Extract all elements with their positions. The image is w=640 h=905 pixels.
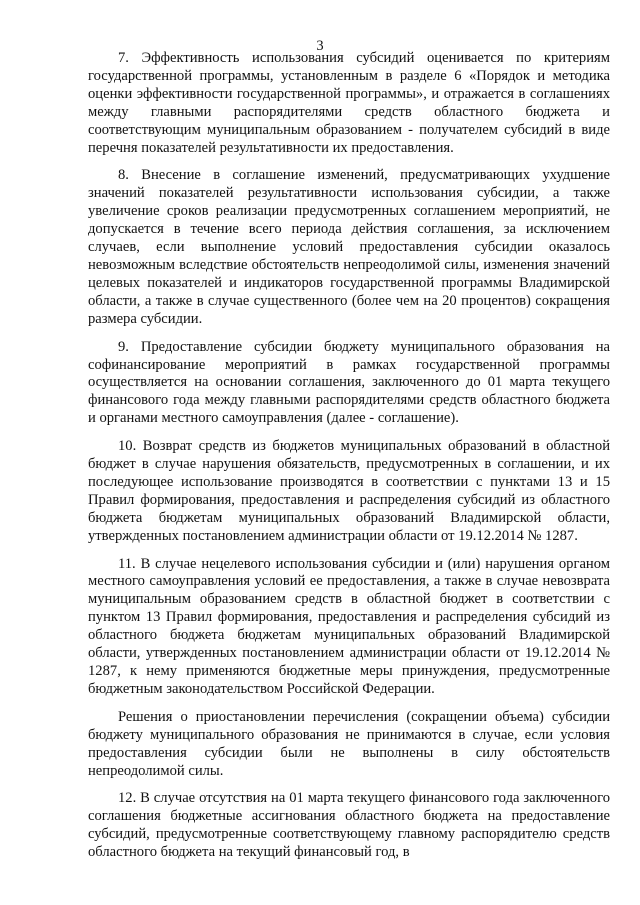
- paragraph-item-7: 7. Эффективность использования субсидий оценивается по критериям государственной программы, установленным в разделе 6 «Порядок и методика оценки эффективности государственной программы», и отражается в соглашениях между главными распорядителями средств областного бюджета и соответствующим муниципальным образованием - получателем субсидий в виде перечня показателей результативности их предоставления.: [88, 50, 610, 156]
- paragraph-item-8: 8. Внесение в соглашение изменений, предусматривающих ухудшение значений показателей результативности использования субсидии, а также увеличение сроков реализации предусмотренных соглашением мероприятий, не допускается в течение всего периода действия соглашения, за исключением случаев, если выполнение условий предоставления субсидии оказалось невозможным вследствие обстоятельств непреодолимой силы, изменения значений целевых показателей и индикаторов государственной программы Владимирской области, а также в случае существенного (более чем на 20 процентов) сокращения размера субсидии.: [88, 167, 610, 327]
- paragraph-decisions: Решения о приостановлении перечисления (сокращении объема) субсидии бюджету муниципального образования не принимаются в случае, если условия предоставления субсидии были не выполнены в силу обстоятельств непреодолимой силы.: [88, 708, 610, 779]
- page-number: 3: [316, 38, 324, 54]
- paragraph-item-11: 11. В случае нецелевого использования субсидии и (или) нарушения органом местного самоуправления условий ее предоставления, а также в случае невозврата муниципальным образованием средств в областной бюджет в соответствии с пунктом 13 Правил формирования, предоставления и распределения субсидий из областного бюджета бюджетам муниципальных образований Владимирской области, утвержденных постановлением администрации области от 19.12.2014 № 1287, к нему применяются бюджетные меры принуждения, предусмотренные бюджетным законодательством Российской Федерации.: [88, 555, 610, 697]
- paragraph-item-10: 10. Возврат средств из бюджетов муниципальных образований в областной бюджет в случае нарушения обязательств, предусмотренных в соглашении, и их последующее использование производятся в соответствии с пунктами 13 и 15 Правил формирования, предоставления и распределения субсидий из областного бюджета бюджетам муниципальных образований Владимирской области, утвержденных постановлением администрации области от 19.12.2014 № 1287.: [88, 438, 610, 544]
- document-body: [88, 50, 610, 872]
- paragraph-item-12: 12. В случае отсутствия на 01 марта текущего финансового года заключенного соглашения бюджетные ассигнования областного бюджета на предоставление субсидий, предусмотренные соответствующему главному распорядителю средств областного бюджета на текущий финансовый год, в: [88, 790, 610, 861]
- paragraph-item-9: 9. Предоставление субсидии бюджету муниципального образования на софинансирование мероприятий в рамках государственной программы осуществляется на основании соглашения, заключенного до 01 марта текущего финансового года между главными распорядителями средств областного бюджета и органами местного самоуправления (далее - соглашение).: [88, 338, 610, 427]
